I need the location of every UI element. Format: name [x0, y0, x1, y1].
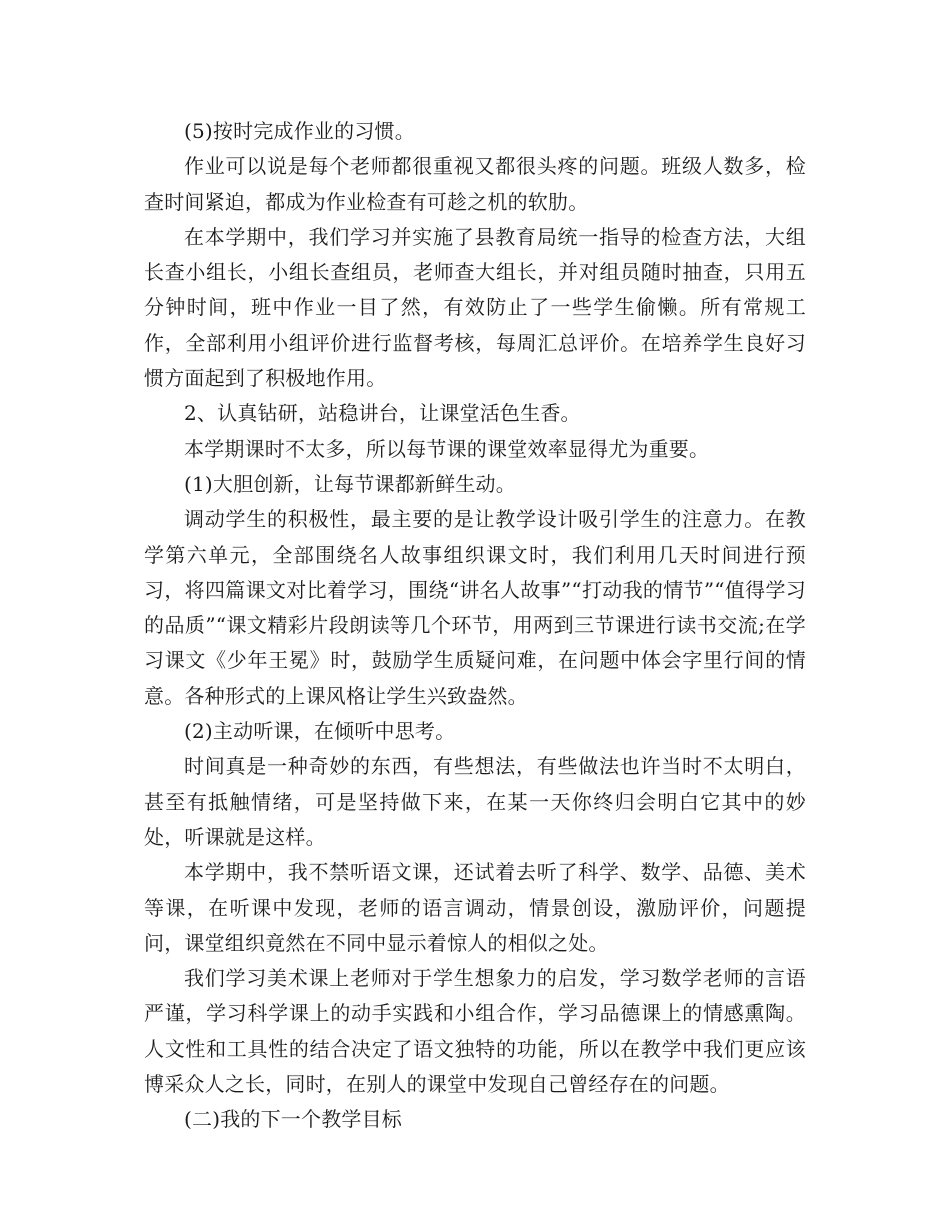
paragraph-section-2-heading: 2、认真钻研，站稳讲台，让课堂活色生香。: [184, 401, 581, 426]
document-body: [144, 114, 806, 1138]
paragraph-homework-problem: 作业可以说是每个老师都很重视又都很头疼的问题。班级人数多，检查时间紧迫，都成为作业检查有可趁之机的软肋。: [144, 154, 806, 214]
paragraph-class-efficiency: 本学期课时不太多，所以每节课的课堂效率显得尤为重要。: [184, 436, 710, 461]
paragraph-observing-classes: 本学期中，我不禁听语文课，还试着去听了科学、数学、品德、美术等课，在听课中发现，老师的语言调动，情景创设，激励评价，问题提问，课堂组织竟然在不同中显示着惊人的相似之处。: [144, 860, 806, 955]
paragraph-habit-heading: (5)按时完成作业的习惯。: [184, 119, 415, 143]
paragraph-time-reflection: 时间真是一种奇妙的东西，有些想法，有些做法也许当时不太明白，甚至有抵触情绪，可是坚持做下来，在某一天你终归会明白它其中的妙处，听课就是这样。: [144, 754, 806, 849]
paragraph-learning-from-others: 我们学习美术课上老师对于学生想象力的启发，学习数学老师的言语严谨，学习科学课上的动手实践和小组合作，学习品德课上的情感熏陶。人文性和工具性的结合决定了语文独特的功能，所以在教学中我们更应该博采众人之长，同时，在别人的课堂中发现自己曾经存在的问题。: [144, 966, 806, 1097]
paragraph-next-goal-heading: (二)我的下一个教学目标: [184, 1107, 403, 1132]
paragraph-innovation-heading: (1)大胆创新，让每节课都新鲜生动。: [184, 471, 516, 496]
paragraph-check-method: 在本学期中，我们学习并实施了县教育局统一指导的检查方法，大组长查小组长，小组长查组员，老师查大组长，并对组员随时抽查，只用五分钟时间，班中作业一目了然，有效防止了一些学生偷懒。所有常规工作，全部利用小组评价进行监督考核，每周汇总评价。在培养学生良好习惯方面起到了积极地作用。: [144, 224, 806, 391]
paragraph-teaching-design: 调动学生的积极性，最主要的是让教学设计吸引学生的注意力。在教学第六单元，全部围绕名人故事组织课文时，我们利用几天时间进行预习，将四篇课文对比着学习，围绕“讲名人故事”“打动我的情节”“值得学习的品质”“课文精彩片段朗读等几个环节，用两到三节课进行读书交流;在学习课文《少年王冕》时，鼓励学生质疑问难，在问题中体会字里行间的情意。各种形式的上课风格让学生兴致盎然。: [144, 507, 806, 708]
paragraph-listening-heading: (2)主动听课，在倾听中思考。: [184, 719, 456, 744]
